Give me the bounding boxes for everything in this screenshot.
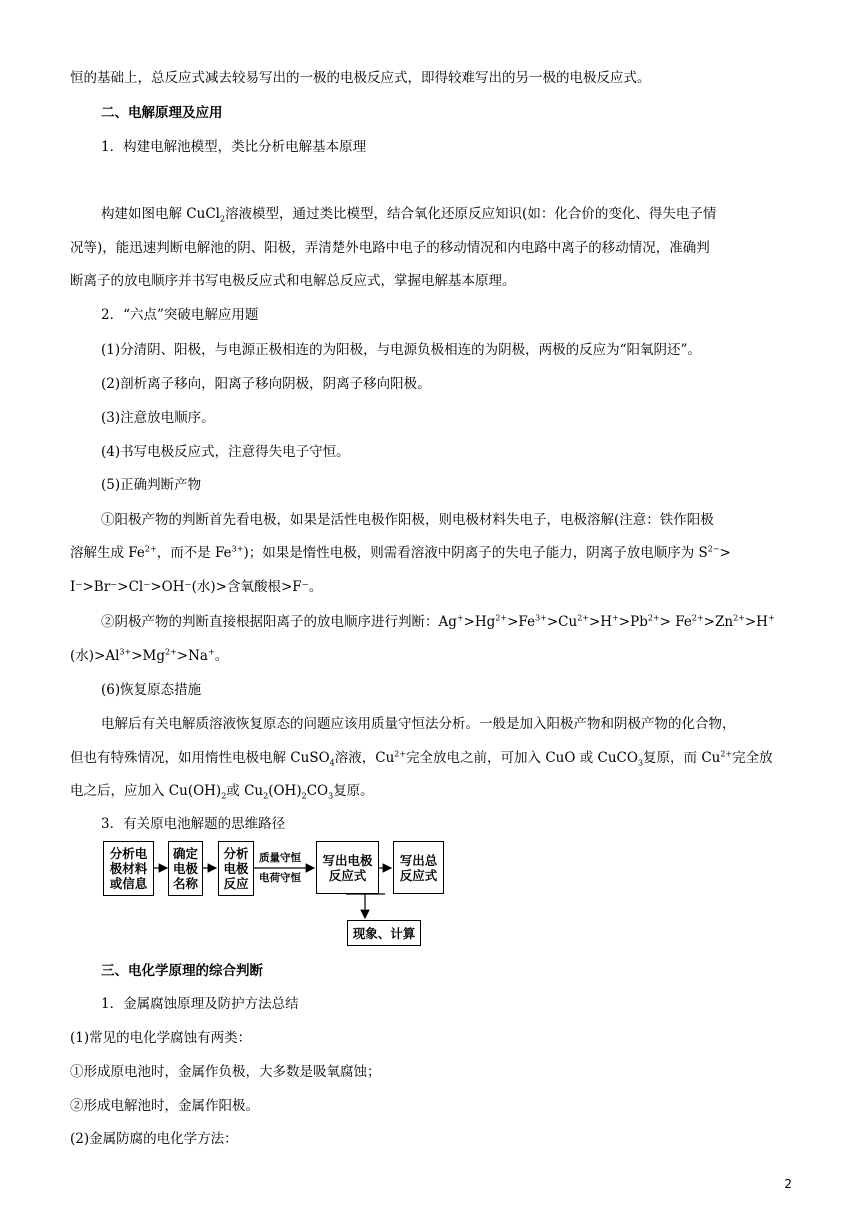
flow-label-mass: 质量守恒 [259, 852, 301, 864]
flow-box-phenomena-calc: 现象、计算 [347, 920, 421, 946]
list-item: (2)金属防腐的电化学方法： [70, 1131, 238, 1147]
subsection-heading: 1．构建电解池模型，类比分析电解基本原理 [101, 139, 367, 155]
section-heading: 三、电化学原理的综合判断 [101, 963, 263, 979]
flow-box-electrode-equation: 写出电极 反应式 [316, 841, 379, 894]
list-item: (1)常见的电化学腐蚀有两类： [70, 1030, 252, 1046]
list-item: (6)恢复原态措施 [101, 682, 202, 698]
list-item: ②形成电解池时，金属作阳极。 [70, 1098, 259, 1114]
paragraph-line: 溶解生成 $Fe^{2+}$，而不是 $Fe^{3+}$)；如果是惰性电极，则需看溶液中阴离子的失电子能力，阴离子放电顺序为 $S^{2-}>$ [70, 544, 731, 561]
paragraph-line: 电之后，应加入 $Cu(OH)_2$或 $Cu_2(OH)_2CO_3$复原。 [70, 783, 374, 801]
paragraph-line: 断离子的放电顺序并书写电极反应式和电解总反应式，掌握电解基本原理。 [70, 273, 516, 289]
flow-label-charge: 电荷守恒 [259, 872, 301, 884]
paragraph-line: ①阳极产物的判断首先看电极，如果是活性电极作阳极，则电极材料失电子，电极溶解(注意：铁作阳极 [101, 512, 714, 528]
paragraph-line: 电解后有关电解质溶液恢复原态的问题应该用质量守恒法分析。一般是加入阳极产物和阴极产物的化合物， [101, 716, 736, 732]
list-item: ①形成原电池时，金属作负极，大多数是吸氧腐蚀； [70, 1064, 381, 1080]
paragraph-line: 但也有特殊情况，如用惰性电极电解 CuSO$_4$溶液，$Cu^{2+}$完全放电之前，可加入 CuO 或 CuCO$_3$复原，而 $Cu^{2+}$完全放 [70, 749, 773, 768]
list-item: (1)分清阴、阳极，与电源正极相连的为阳极，与电源负极相连的为阴极，两极的反应为“阳氧阴还”。 [101, 342, 701, 358]
subsection-heading: 1．金属腐蚀原理及防护方法总结 [101, 996, 299, 1012]
flow-box-analyze-material: 分析电 极材料 或信息 [103, 841, 154, 896]
list-item: (5)正确判断产物 [101, 477, 202, 493]
page-number: 2 [784, 1177, 792, 1191]
paragraph-line: 构建如图电解 CuCl$_2$溶液模型，通过类比模型，结合氧化还原反应知识(如：化合价的变化、得失电子情 [101, 206, 717, 224]
paragraph-line: ②阴极产物的判断直接根据阳离子的放电顺序进行判断：$Ag^+>Hg^{2+}>Fe^{3+}>Cu^{2+}>H^+>Pb^{2+}> Fe^{2+}>Zn^{2+}>H^+$ [101, 613, 775, 630]
flow-box-total-equation: 写出总 反应式 [393, 841, 444, 894]
paragraph-line: (水)$>Al^{3+}>Mg^{2+}>Na^+$。 [70, 647, 229, 664]
list-item: (4)书写电极反应式，注意得失电子守恒。 [101, 444, 350, 460]
paragraph-line: I⁻>Br⁻>Cl⁻>OH⁻(水)>含氧酸根>F⁻。 [70, 579, 323, 595]
subsection-heading: 3．有关原电池解题的思维路径 [101, 816, 286, 832]
paragraph-line: 况等)，能迅速判断电解池的阴、阳极，弄清楚外电路中电子的移动情况和内电路中离子的移动情况，准确判 [70, 240, 710, 256]
paragraph-line: 恒的基础上，总反应式减去较易写出的一极的电极反应式，即得较难写出的另一极的电极反应式。 [70, 70, 651, 86]
flow-box-analyze-reaction: 分析 电极 反应 [218, 841, 254, 896]
subsection-heading: 2．“六点”突破电解应用题 [101, 307, 259, 323]
list-item: (2)剖析离子移向，阳离子移向阴极，阴离子移向阳极。 [101, 376, 431, 392]
section-heading: 二、电解原理及应用 [101, 105, 223, 121]
flow-box-determine-electrode: 确定 电极 名称 [168, 841, 203, 896]
list-item: (3)注意放电顺序。 [101, 410, 215, 426]
